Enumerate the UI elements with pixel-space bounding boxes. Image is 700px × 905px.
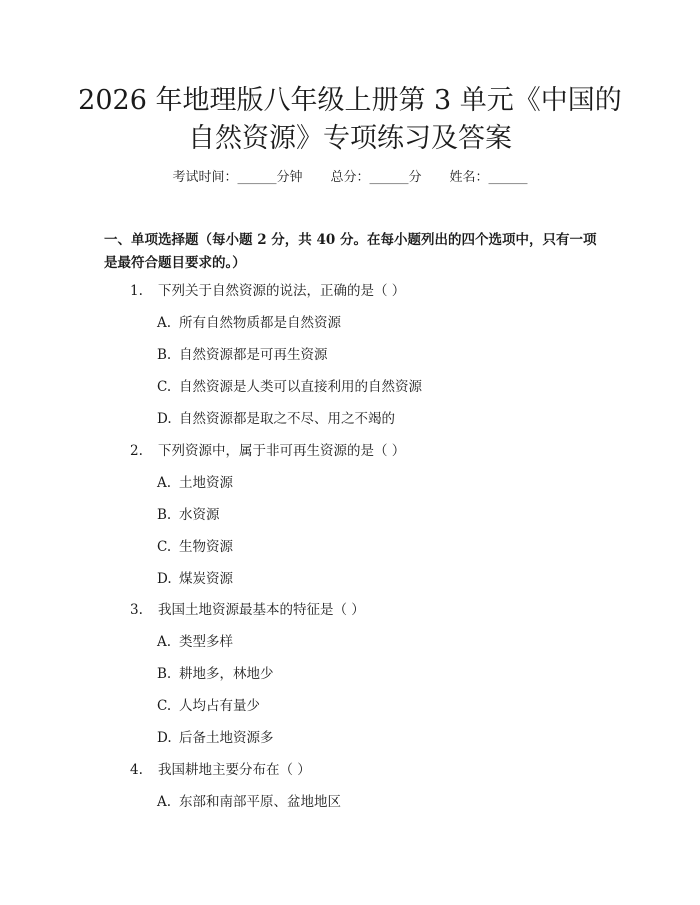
option-letter: C. <box>157 379 172 395</box>
question-2-option-d <box>157 569 233 589</box>
option-text: 水资源 <box>179 507 220 523</box>
question-4 <box>130 760 311 780</box>
question-2-option-b <box>157 505 220 525</box>
question-text: 下列资源中，属于非可再生资源的是（ ） <box>158 443 406 459</box>
option-letter: C. <box>157 539 172 555</box>
question-1-option-a <box>157 313 341 333</box>
question-text: 我国耕地主要分布在（ ） <box>158 762 311 778</box>
exam-name-field: 姓名：______ <box>449 170 528 185</box>
exam-meta <box>0 168 700 188</box>
question-2-option-c <box>157 537 233 557</box>
question-3-option-b <box>157 664 274 684</box>
option-letter: D. <box>157 730 172 746</box>
option-text: 自然资源都是取之不尽、用之不竭的 <box>179 411 395 427</box>
option-letter: D. <box>157 571 172 587</box>
question-1 <box>130 281 405 301</box>
question-3-option-a <box>157 632 233 652</box>
option-letter: B. <box>157 666 172 682</box>
option-letter: B. <box>157 507 172 523</box>
option-text: 东部和南部平原、盆地地区 <box>179 794 341 810</box>
question-3 <box>130 600 365 620</box>
option-text: 土地资源 <box>179 475 233 491</box>
option-letter: A. <box>157 475 172 491</box>
question-number: 1. <box>130 283 143 299</box>
question-2-option-a <box>157 473 233 493</box>
question-3-option-d <box>157 728 274 748</box>
option-text: 后备土地资源多 <box>179 730 274 746</box>
question-1-option-c <box>157 377 422 397</box>
document-title-line-1: 2026 年地理版八年级上册第 3 单元《中国的 <box>78 85 622 116</box>
question-1-option-b <box>157 345 328 365</box>
option-text: 耕地多，林地少 <box>179 666 274 682</box>
exam-time-field: 考试时间：______分钟 <box>172 170 303 185</box>
option-letter: B. <box>157 347 172 363</box>
section-heading-line-2: 是最符合题目要求的。） <box>104 255 246 271</box>
question-1-option-d <box>157 409 395 429</box>
question-number: 3. <box>130 602 143 618</box>
option-letter: D. <box>157 411 172 427</box>
option-text: 人均占有量少 <box>179 698 260 714</box>
option-letter: A. <box>157 794 172 810</box>
document-title-line-2: 自然资源》专项练习及答案 <box>188 123 512 154</box>
option-text: 所有自然物质都是自然资源 <box>179 315 341 331</box>
option-text: 类型多样 <box>179 634 233 650</box>
option-letter: A. <box>157 315 172 331</box>
option-letter: C. <box>157 698 172 714</box>
option-letter: A. <box>157 634 172 650</box>
question-4-option-a <box>157 792 341 812</box>
question-number: 2. <box>130 443 143 459</box>
option-text: 自然资源是人类可以直接利用的自然资源 <box>179 379 422 395</box>
exam-score-field: 总分：______分 <box>330 170 422 185</box>
question-text: 下列关于自然资源的说法，正确的是（ ） <box>158 283 406 299</box>
question-3-option-c <box>157 696 260 716</box>
question-number: 4. <box>130 762 143 778</box>
option-text: 煤炭资源 <box>179 571 233 587</box>
section-heading-line-1: 一、单项选择题（每小题 2 分，共 40 分。在每小题列出的四个选项中，只有一项 <box>104 232 597 248</box>
option-text: 生物资源 <box>179 539 233 555</box>
question-2 <box>130 441 405 461</box>
option-text: 自然资源都是可再生资源 <box>179 347 328 363</box>
question-text: 我国土地资源最基本的特征是（ ） <box>158 602 365 618</box>
